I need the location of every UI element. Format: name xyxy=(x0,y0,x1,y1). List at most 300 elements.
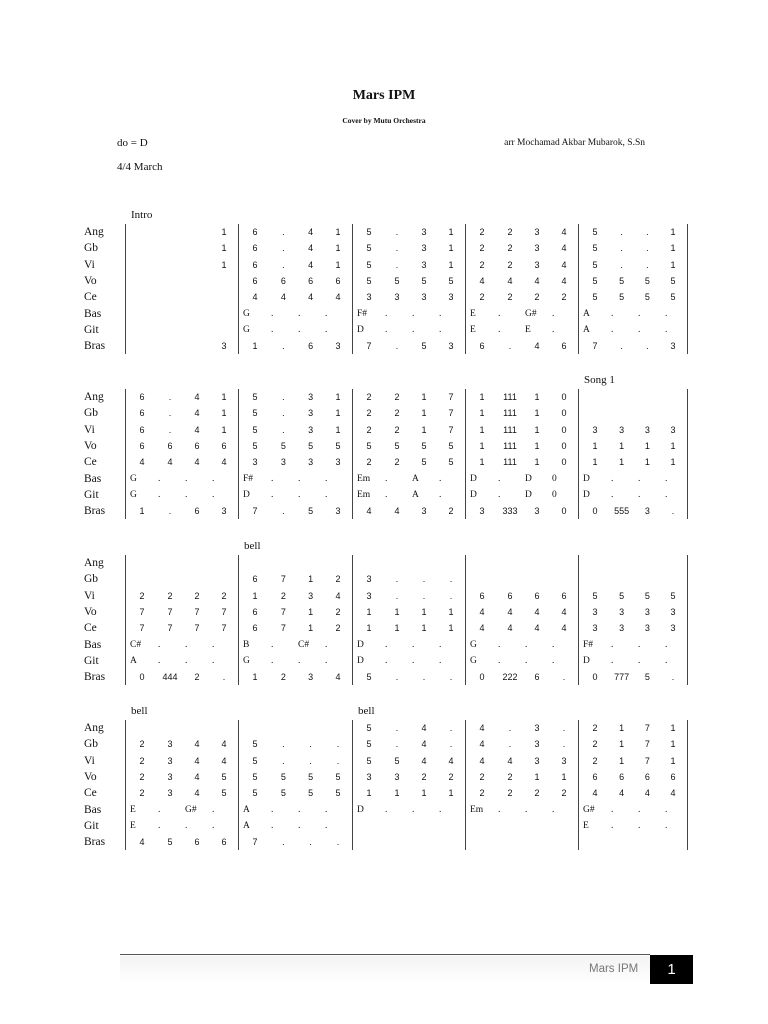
note-cell: . xyxy=(525,655,528,666)
note-cell: 6 xyxy=(561,341,567,352)
note-cell: 2 xyxy=(592,723,598,733)
note-cell: 2 xyxy=(394,424,400,435)
note-cell: . xyxy=(611,489,614,500)
note-cell: 1 xyxy=(619,739,625,750)
note-cell: 4 xyxy=(479,623,485,634)
note-cell: 2 xyxy=(366,424,372,435)
note-cell: . xyxy=(282,392,285,402)
note-cell: 5 xyxy=(448,457,454,468)
note-cell: A xyxy=(243,820,250,831)
note-cell: 4 xyxy=(308,227,314,237)
note-cell: . xyxy=(282,837,285,848)
note-cell: 1 xyxy=(335,392,341,402)
instrument-label: Vi xyxy=(84,258,95,271)
note-cell: . xyxy=(611,804,614,815)
note-cell: 5 xyxy=(252,424,258,435)
note-cell: 3 xyxy=(394,292,400,303)
note-cell: 1 xyxy=(670,227,676,237)
note-cell: 1 xyxy=(534,392,540,402)
note-cell: 5 xyxy=(335,440,341,451)
note-cell: 6 xyxy=(139,392,145,402)
section-marker: bell xyxy=(358,705,375,717)
note-cell: 2 xyxy=(479,259,485,270)
note-cell: . xyxy=(298,473,301,484)
note-cell: 6 xyxy=(534,590,540,601)
note-cell: . xyxy=(611,473,614,484)
note-cell: . xyxy=(212,804,215,815)
note-cell: 5 xyxy=(221,771,227,782)
note-cell: 2 xyxy=(139,590,145,601)
note-cell: 2 xyxy=(139,788,145,799)
note-cell: 1 xyxy=(308,623,314,634)
note-cell: 3 xyxy=(421,506,427,517)
note-cell: 4 xyxy=(479,275,485,286)
note-cell: 1 xyxy=(335,227,341,237)
note-cell: 3 xyxy=(479,506,485,517)
note-cell: 5 xyxy=(252,788,258,799)
note-cell: 7 xyxy=(167,623,173,634)
note-cell: . xyxy=(525,639,528,650)
note-cell: . xyxy=(385,804,388,815)
note-cell: . xyxy=(298,308,301,319)
note-cell: 5 xyxy=(670,275,676,286)
note-cell: . xyxy=(508,723,512,733)
note-cell: . xyxy=(525,804,528,815)
note-cell: . xyxy=(336,739,340,750)
note-cell: 1 xyxy=(335,408,341,419)
note-cell: 5 xyxy=(619,275,625,286)
note-cell: 3 xyxy=(421,292,427,303)
note-cell: 555 xyxy=(614,506,630,517)
note-cell: 4 xyxy=(308,243,314,254)
note-cell: 6 xyxy=(194,440,200,451)
note-cell: . xyxy=(271,489,274,500)
instrument-label: Vi xyxy=(84,589,95,602)
note-cell: . xyxy=(412,308,415,319)
note-cell: 2 xyxy=(335,606,341,617)
note-cell: 3 xyxy=(534,739,540,750)
note-cell: . xyxy=(168,424,172,435)
note-cell: . xyxy=(562,739,566,750)
note-cell: 3 xyxy=(448,292,454,303)
note-cell: 111 xyxy=(503,424,517,435)
note-cell: 2 xyxy=(479,243,485,254)
note-cell: . xyxy=(271,324,274,335)
instrument-label: Bras xyxy=(84,505,106,518)
note-cell: 1 xyxy=(335,424,341,435)
note-cell: 1 xyxy=(221,392,227,402)
note-cell: 1 xyxy=(619,457,625,468)
instrument-label: Bras xyxy=(84,671,106,684)
note-cell: G# xyxy=(525,308,537,319)
note-cell: . xyxy=(282,506,285,517)
note-cell: 3 xyxy=(644,424,650,435)
note-cell: 3 xyxy=(670,623,676,634)
note-cell: . xyxy=(562,672,566,683)
page-title: Mars IPM xyxy=(352,88,416,103)
note-cell: . xyxy=(508,341,512,352)
note-cell: 4 xyxy=(561,275,567,286)
instrument-label: Gb xyxy=(84,407,99,420)
instrument-label: Bas xyxy=(84,472,102,485)
note-cell: 5 xyxy=(308,506,314,517)
note-cell: 3 xyxy=(252,457,258,468)
instrument-label: Bras xyxy=(84,340,106,353)
note-cell: 3 xyxy=(167,771,173,782)
note-cell: . xyxy=(298,324,301,335)
note-cell: 1 xyxy=(421,788,427,799)
note-cell: G xyxy=(470,639,477,650)
note-cell: . xyxy=(298,804,301,815)
note-cell: Em xyxy=(357,473,371,484)
note-cell: 7 xyxy=(644,739,650,750)
note-cell: 5 xyxy=(619,292,625,303)
note-cell: . xyxy=(325,639,328,650)
note-cell: 5 xyxy=(366,723,372,733)
note-cell: 4 xyxy=(194,739,200,750)
note-cell: 1 xyxy=(448,227,454,237)
note-cell: 3 xyxy=(448,341,454,352)
note-cell: E xyxy=(583,820,589,831)
note-cell: 5 xyxy=(644,672,650,683)
instrument-label: Vo xyxy=(84,770,97,783)
note-cell: 4 xyxy=(421,755,427,766)
note-cell: 3 xyxy=(167,755,173,766)
note-cell: 5 xyxy=(421,275,427,286)
note-cell: . xyxy=(336,755,340,766)
note-cell: 1 xyxy=(670,457,676,468)
note-cell: . xyxy=(449,672,453,683)
note-cell: G xyxy=(470,655,477,666)
note-cell: 4 xyxy=(335,292,341,303)
bar-line xyxy=(125,389,126,519)
note-cell: . xyxy=(282,227,285,237)
note-cell: D xyxy=(525,473,532,484)
note-cell: 0 xyxy=(592,506,598,517)
note-cell: D xyxy=(357,804,364,815)
note-cell: 3 xyxy=(534,227,540,237)
note-cell: 5 xyxy=(644,292,650,303)
note-cell: 1 xyxy=(670,755,676,766)
instrument-label: Ce xyxy=(84,291,97,304)
note-cell: 0 xyxy=(561,457,567,468)
note-cell: 4 xyxy=(194,771,200,782)
note-cell: . xyxy=(185,489,188,500)
arranger-credit: arr Mochamad Akbar Mubarok, S.Sn xyxy=(504,138,645,148)
note-cell: . xyxy=(298,489,301,500)
note-cell: 5 xyxy=(592,227,598,237)
note-cell: 111 xyxy=(503,392,517,402)
note-cell: 6 xyxy=(139,440,145,451)
note-cell: . xyxy=(158,655,161,666)
note-cell: 3 xyxy=(167,788,173,799)
note-cell: 1 xyxy=(394,623,400,634)
note-cell: 5 xyxy=(252,408,258,419)
note-cell: 1 xyxy=(139,506,145,517)
note-cell: E xyxy=(130,820,136,831)
note-cell: . xyxy=(385,308,388,319)
note-cell: . xyxy=(638,655,641,666)
note-cell: . xyxy=(271,473,274,484)
note-cell: 3 xyxy=(308,457,314,468)
note-cell: 6 xyxy=(252,574,258,585)
note-cell: 222 xyxy=(502,672,518,683)
note-cell: 1 xyxy=(670,243,676,254)
note-cell: 3 xyxy=(644,623,650,634)
bar-line xyxy=(238,224,239,354)
note-cell: 1 xyxy=(221,227,227,237)
note-cell: 2 xyxy=(335,574,341,585)
note-cell: 2 xyxy=(507,292,513,303)
instrument-label: Bas xyxy=(84,803,102,816)
note-cell: 2 xyxy=(394,408,400,419)
instrument-label: Git xyxy=(84,654,99,667)
note-cell: G# xyxy=(583,804,595,815)
note-cell: 2 xyxy=(561,292,567,303)
note-cell: . xyxy=(395,259,399,270)
note-cell: . xyxy=(385,639,388,650)
note-cell: 1 xyxy=(534,457,540,468)
note-cell: . xyxy=(422,574,426,585)
note-cell: 6 xyxy=(139,408,145,419)
note-cell: 5 xyxy=(670,292,676,303)
note-cell: 5 xyxy=(592,292,598,303)
note-cell: 4 xyxy=(394,506,400,517)
bar-line xyxy=(125,555,126,685)
instrument-label: Git xyxy=(84,323,99,336)
note-cell: 5 xyxy=(619,590,625,601)
note-cell: 4 xyxy=(194,788,200,799)
note-cell: 1 xyxy=(479,392,485,402)
note-cell: . xyxy=(671,506,675,517)
note-cell: 6 xyxy=(252,623,258,634)
note-cell: 333 xyxy=(502,506,518,517)
note-cell: . xyxy=(282,739,285,750)
instrument-label: Ce xyxy=(84,456,97,469)
note-cell: 2 xyxy=(366,408,372,419)
note-cell: 2 xyxy=(335,623,341,634)
note-cell: B xyxy=(243,639,250,650)
note-cell: 1 xyxy=(366,623,372,634)
note-cell: . xyxy=(282,755,285,766)
instrument-label: Ang xyxy=(84,722,104,734)
note-cell: 4 xyxy=(619,788,625,799)
note-cell: 1 xyxy=(252,341,258,352)
note-cell: 3 xyxy=(670,424,676,435)
note-cell: 2 xyxy=(592,755,598,766)
note-cell: 7 xyxy=(448,424,454,435)
note-cell: 1 xyxy=(394,788,400,799)
note-cell: E xyxy=(130,804,136,815)
note-cell: 1 xyxy=(644,457,650,468)
time-signature: 4/4 March xyxy=(117,161,163,173)
note-cell: 7 xyxy=(644,755,650,766)
note-cell: . xyxy=(271,820,274,831)
note-cell: 6 xyxy=(308,275,314,286)
note-cell: . xyxy=(158,820,161,831)
note-cell: . xyxy=(665,820,668,831)
note-cell: . xyxy=(185,655,188,666)
note-cell: 1 xyxy=(221,424,227,435)
note-cell: 0 xyxy=(561,392,567,402)
note-cell: G xyxy=(130,489,137,500)
note-cell: F# xyxy=(243,473,254,484)
note-cell: . xyxy=(449,590,453,601)
note-cell: 4 xyxy=(366,506,372,517)
note-cell: . xyxy=(395,227,399,237)
note-cell: . xyxy=(158,473,161,484)
note-cell: 3 xyxy=(308,392,314,402)
note-cell: 2 xyxy=(507,243,513,254)
note-cell: 5 xyxy=(670,590,676,601)
note-cell: 5 xyxy=(366,440,372,451)
note-cell: 6 xyxy=(507,590,513,601)
note-cell: 1 xyxy=(421,606,427,617)
note-cell: 5 xyxy=(448,440,454,451)
note-cell: 0 xyxy=(561,506,567,517)
note-cell: 4 xyxy=(592,788,598,799)
note-cell: . xyxy=(552,324,555,335)
note-cell: 1 xyxy=(644,440,650,451)
section-marker: bell xyxy=(131,705,148,717)
instrument-label: Vo xyxy=(84,605,97,618)
note-cell: . xyxy=(638,308,641,319)
instrument-label: Git xyxy=(84,819,99,832)
note-cell: 1 xyxy=(335,243,341,254)
note-cell: 2 xyxy=(394,457,400,468)
note-cell: . xyxy=(449,723,453,733)
instrument-label: Ang xyxy=(84,226,104,238)
note-cell: . xyxy=(449,574,453,585)
note-cell: . xyxy=(325,655,328,666)
note-cell: 4 xyxy=(139,457,145,468)
note-cell: . xyxy=(620,227,623,237)
note-cell: 1 xyxy=(619,723,625,733)
note-cell: 3 xyxy=(366,590,372,601)
note-cell: 3 xyxy=(308,590,314,601)
note-cell: . xyxy=(271,308,274,319)
note-cell: . xyxy=(395,590,399,601)
note-cell: 1 xyxy=(252,590,258,601)
note-cell: F# xyxy=(583,639,594,650)
page-number: 1 xyxy=(650,955,693,984)
note-cell: 0 xyxy=(561,424,567,435)
note-cell: 1 xyxy=(448,243,454,254)
note-cell: 1 xyxy=(366,606,372,617)
instrument-label: Bras xyxy=(84,836,106,849)
note-cell: 2 xyxy=(561,788,567,799)
note-cell: 6 xyxy=(221,440,227,451)
note-cell: . xyxy=(158,639,161,650)
note-cell: . xyxy=(498,489,501,500)
instrument-label: Vi xyxy=(84,754,95,767)
note-cell: 4 xyxy=(421,739,427,750)
note-cell: 5 xyxy=(366,259,372,270)
score-system xyxy=(84,374,688,521)
instrument-label: Gb xyxy=(84,573,99,586)
note-cell: . xyxy=(282,259,285,270)
note-cell: . xyxy=(439,489,442,500)
note-cell: 5 xyxy=(280,771,286,782)
note-cell: 2 xyxy=(534,292,540,303)
note-cell: . xyxy=(309,755,312,766)
bar-line xyxy=(125,224,126,354)
note-cell: . xyxy=(298,820,301,831)
note-cell: 0 xyxy=(552,473,557,484)
note-cell: . xyxy=(422,590,426,601)
note-cell: 6 xyxy=(619,771,625,782)
note-cell: 2 xyxy=(366,457,372,468)
footer-divider xyxy=(120,954,650,955)
note-cell: 1 xyxy=(335,259,341,270)
note-cell: A xyxy=(243,804,250,815)
note-cell: . xyxy=(168,506,172,517)
note-cell: 1 xyxy=(534,408,540,419)
note-cell: . xyxy=(325,804,328,815)
note-cell: 1 xyxy=(448,623,454,634)
note-cell: 4 xyxy=(421,723,427,733)
note-cell: . xyxy=(325,489,328,500)
note-cell: G xyxy=(130,473,137,484)
note-cell: . xyxy=(552,639,555,650)
note-cell: 6 xyxy=(139,424,145,435)
note-cell: 7 xyxy=(448,392,454,402)
note-cell: D xyxy=(583,473,590,484)
note-cell: 5 xyxy=(280,440,286,451)
note-cell: 4 xyxy=(534,341,540,352)
note-cell: . xyxy=(336,837,340,848)
note-cell: 0 xyxy=(139,672,145,683)
note-cell: 4 xyxy=(221,755,227,766)
note-cell: . xyxy=(385,489,388,500)
note-cell: . xyxy=(439,655,442,666)
note-cell: 3 xyxy=(366,574,372,585)
note-cell: 2 xyxy=(479,788,485,799)
note-cell: 3 xyxy=(644,606,650,617)
note-cell: D xyxy=(470,473,477,484)
note-cell: E xyxy=(470,308,476,319)
note-cell: . xyxy=(282,424,285,435)
note-cell: 1 xyxy=(534,771,540,782)
note-cell: 6 xyxy=(644,771,650,782)
note-cell: C# xyxy=(298,639,310,650)
note-cell: Em xyxy=(357,489,371,500)
note-cell: . xyxy=(638,324,641,335)
note-cell: . xyxy=(412,639,415,650)
note-cell: 1 xyxy=(670,440,676,451)
note-cell: E xyxy=(525,324,531,335)
note-cell: 4 xyxy=(534,606,540,617)
note-cell: 3 xyxy=(534,243,540,254)
note-cell: . xyxy=(168,408,172,419)
note-cell: C# xyxy=(130,639,142,650)
note-cell: . xyxy=(395,243,399,254)
note-cell: 3 xyxy=(335,457,341,468)
note-cell: 6 xyxy=(592,771,598,782)
note-cell: 6 xyxy=(280,275,286,286)
note-cell: 4 xyxy=(561,606,567,617)
note-cell: . xyxy=(185,639,188,650)
note-cell: 7 xyxy=(280,574,286,585)
note-cell: . xyxy=(620,259,623,270)
note-cell: Em xyxy=(470,804,484,815)
note-cell: . xyxy=(665,804,668,815)
note-cell: 2 xyxy=(167,590,173,601)
instrument-label: Gb xyxy=(84,738,99,751)
note-cell: 4 xyxy=(308,292,314,303)
note-cell: 4 xyxy=(507,275,513,286)
note-cell: 1 xyxy=(670,723,676,733)
